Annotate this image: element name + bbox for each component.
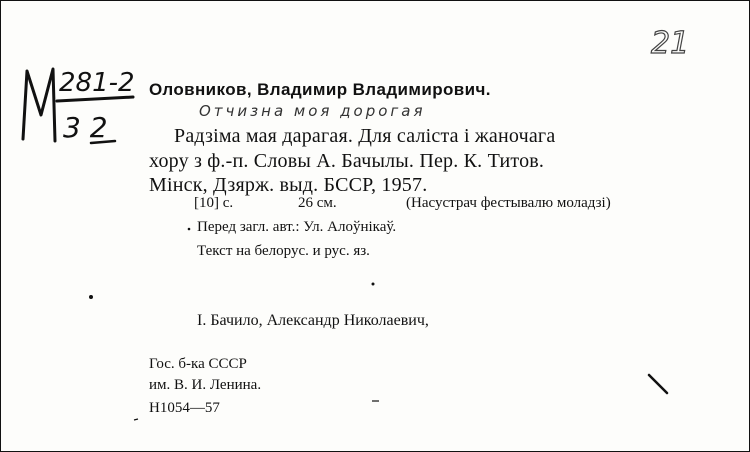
note-line: Текст на белорус. и рус. яз.: [197, 243, 370, 259]
library-imprint-line: Гос. б-ка СССР: [149, 356, 247, 372]
library-imprint-line: им. В. И. Ленина.: [149, 377, 262, 393]
author-heading: Оловников, Владимир Владимирович.: [149, 80, 491, 99]
handwritten-title: Отчизна моя дорогая: [199, 102, 426, 120]
library-imprint-line: Н1054—57: [149, 400, 220, 416]
title-line: Мінск, Дзярж. выд. БССР, 1957.: [149, 174, 428, 196]
corner-number-text: 21: [651, 26, 690, 61]
shelfmark-letter-m: [23, 69, 55, 141]
added-entry: I. Бачило, Александр Николаевич,: [197, 312, 429, 329]
pen-stroke-mark: [649, 375, 667, 393]
title-line: хору з ф.-п. Словы А. Бачылы. Пер. К. Титов.: [149, 150, 545, 172]
speck-mark: [372, 283, 375, 286]
collation-pages: [10] с.: [194, 195, 234, 211]
collation-size: 26 см.: [298, 195, 337, 211]
title-line: Радзіма мая дарагая. Для саліста і жаночага: [174, 125, 556, 147]
speck-mark: [188, 228, 191, 231]
shelfmark-top: 281-2: [59, 68, 135, 98]
note-line: Перед загл. авт.: Ул. Алоўнікаў.: [197, 219, 397, 235]
series-note: (Насустрач фестывалю моладзі): [406, 195, 611, 211]
handwritten-shelfmark: [15, 57, 145, 153]
handwritten-corner-number: [641, 15, 721, 65]
speck-mark: [134, 419, 138, 420]
speck-mark: [89, 295, 93, 299]
shelfmark-bottom: 3 2: [63, 111, 108, 144]
